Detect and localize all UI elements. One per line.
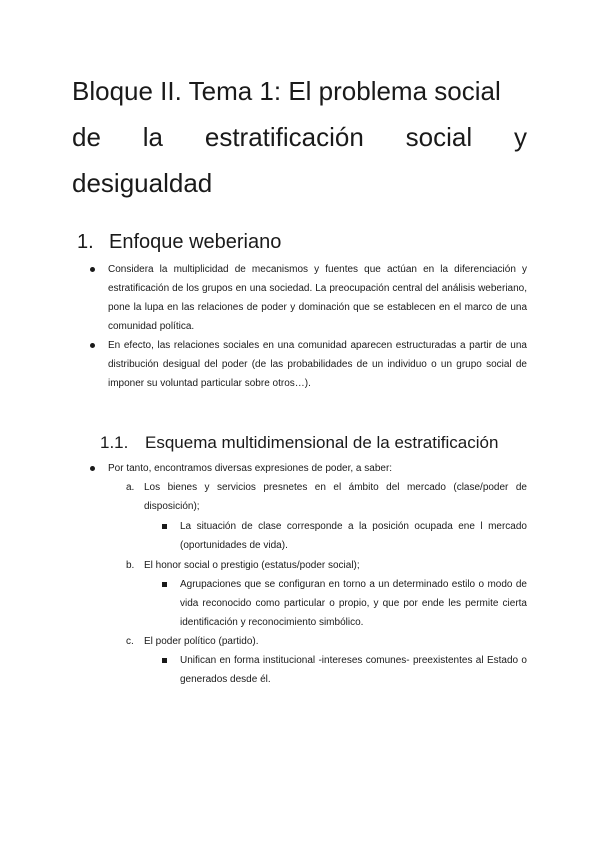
section-1-title: Enfoque weberiano (109, 231, 282, 253)
square-bullet-marker (162, 582, 167, 587)
title-line-1: Bloque II. Tema 1: El problema social (72, 76, 501, 106)
list-item-b-sub: Agrupaciones que se configuran en torno a un determinado estilo o modo de vida reconocido como particular o propio, y que por ende les permite cierta identificación y reconocimiento simbólico. (180, 579, 527, 628)
list-item-c-text: El poder político (partido). (144, 636, 259, 647)
list-item-c-sub: Unifican en forma institucional -intereses comunes- preexistentes al Estado o generados desde él. (180, 655, 527, 685)
document-title (72, 68, 527, 206)
list-letter-b: b. (126, 560, 135, 571)
square-bullet-marker (162, 524, 167, 529)
bullet-marker (90, 466, 95, 471)
bullet-marker (90, 267, 95, 272)
square-bullet-marker (162, 658, 167, 663)
list-item-b-text: El honor social o prestigio (estatus/poder social); (144, 560, 360, 571)
list-letter-c: c. (126, 636, 134, 647)
section-1-heading (77, 229, 281, 255)
section-1-1-heading (100, 432, 498, 454)
section-1-1-intro: Por tanto, encontramos diversas expresiones de poder, a saber: (108, 463, 393, 474)
title-line-3: desigualdad (72, 168, 213, 198)
section-1-bullet-1: Considera la multiplicidad de mecanismos y fuentes que actúan en la diferenciación y estratificación de los grupos en una sociedad. La preocupación central del análisis weberiano, pone la lupa en las relaciones de poder y dominación que se establecen en el marco de una comunidad política. (108, 264, 527, 332)
title-line-2: de la estratificación social y (72, 122, 527, 152)
list-letter-a: a. (126, 482, 135, 493)
section-1-bullet-2: En efecto, las relaciones sociales en una comunidad aparecen estructuradas a partir de una distribución desigual del poder (de las probabilidades de un individuo o un grupo social de imponer su voluntad particular sobre otros…). (108, 340, 527, 389)
list-item-a-sub: La situación de clase corresponde a la posición ocupada ene l mercado (oportunidades de vida). (180, 521, 527, 551)
section-1-number: 1. (77, 231, 94, 253)
list-item-a-text: Los bienes y servicios presnetes en el ámbito del mercado (clase/poder de disposición); (144, 482, 527, 512)
section-1-1-number: 1.1. (100, 433, 129, 452)
bullet-marker (90, 343, 95, 348)
section-1-1-title: Esquema multidimensional de la estratificación (145, 433, 499, 452)
